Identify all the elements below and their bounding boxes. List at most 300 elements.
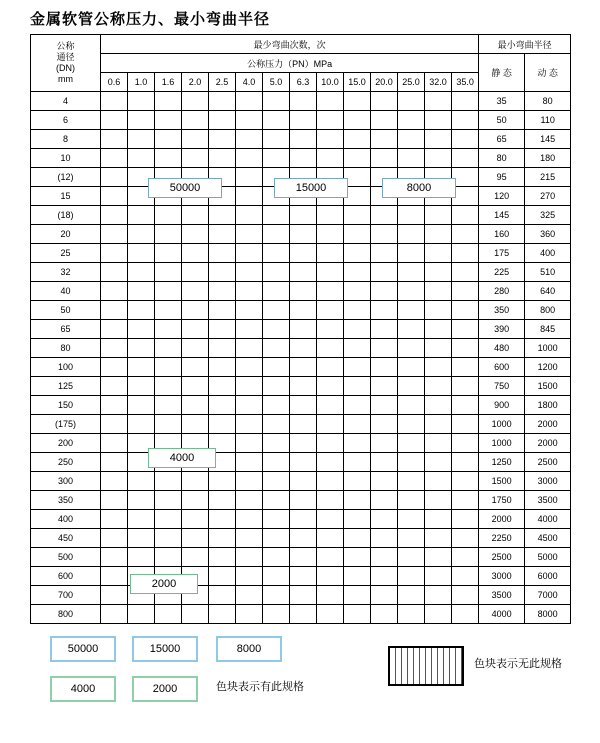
grid-cell — [425, 453, 452, 472]
grid-cell — [101, 453, 128, 472]
header-pn-value-10: 20.0 — [371, 73, 398, 92]
grid-cell — [263, 396, 290, 415]
grid-cell — [182, 415, 209, 434]
grid-cell — [371, 453, 398, 472]
grid-cell — [290, 130, 317, 149]
grid-cell — [398, 130, 425, 149]
grid-cell — [452, 472, 479, 491]
grid-cell — [371, 92, 398, 111]
grid-cell — [209, 339, 236, 358]
grid-cell — [209, 111, 236, 130]
grid-cell — [101, 168, 128, 187]
row-radius-dynamic: 360 — [525, 225, 571, 244]
grid-cell — [236, 586, 263, 605]
grid-cell — [101, 586, 128, 605]
grid-cell — [182, 529, 209, 548]
grid-cell — [317, 453, 344, 472]
grid-cell — [398, 491, 425, 510]
grid-cell — [452, 434, 479, 453]
grid-cell — [263, 358, 290, 377]
header-pn-value-5: 4.0 — [236, 73, 263, 92]
row-radius-dynamic: 3500 — [525, 491, 571, 510]
row-radius-dynamic: 3000 — [525, 472, 571, 491]
grid-cell — [344, 434, 371, 453]
row-dn-label: 25 — [31, 244, 101, 263]
header-pn-value-6: 5.0 — [263, 73, 290, 92]
grid-cell — [155, 130, 182, 149]
grid-cell — [182, 282, 209, 301]
grid-cell — [128, 320, 155, 339]
legend-color-note: 色块表示有此规格 — [216, 681, 304, 693]
grid-cell — [317, 358, 344, 377]
grid-cell — [236, 263, 263, 282]
table-row — [31, 529, 571, 548]
grid-cell — [290, 548, 317, 567]
table-header-row-1 — [31, 35, 571, 54]
grid-cell — [371, 377, 398, 396]
grid-cell — [101, 605, 128, 624]
grid-cell — [452, 377, 479, 396]
row-dn-label: 600 — [31, 567, 101, 586]
row-radius-dynamic: 6000 — [525, 567, 571, 586]
row-radius-static: 1000 — [479, 415, 525, 434]
grid-cell — [209, 301, 236, 320]
grid-cell — [182, 396, 209, 415]
grid-cell — [371, 301, 398, 320]
row-dn-label: (18) — [31, 206, 101, 225]
grid-cell — [209, 605, 236, 624]
grid-cell — [209, 567, 236, 586]
grid-cell — [182, 472, 209, 491]
grid-cell — [101, 263, 128, 282]
grid-cell — [236, 529, 263, 548]
grid-cell — [128, 529, 155, 548]
grid-cell — [398, 415, 425, 434]
grid-cell — [425, 320, 452, 339]
grid-cell — [209, 282, 236, 301]
row-dn-label: 125 — [31, 377, 101, 396]
grid-cell — [263, 282, 290, 301]
grid-cell — [182, 548, 209, 567]
grid-cell — [101, 225, 128, 244]
grid-cell — [263, 510, 290, 529]
grid-cell — [290, 92, 317, 111]
grid-cell — [317, 567, 344, 586]
grid-cell — [452, 263, 479, 282]
grid-cell — [344, 130, 371, 149]
table-row — [31, 149, 571, 168]
header-pn: 公称压力（PN）MPa — [101, 54, 479, 73]
grid-cell — [425, 92, 452, 111]
grid-cell — [128, 149, 155, 168]
grid-cell — [182, 510, 209, 529]
row-dn-label: 100 — [31, 358, 101, 377]
grid-cell — [425, 282, 452, 301]
grid-cell — [425, 491, 452, 510]
row-dn-label: 250 — [31, 453, 101, 472]
grid-cell — [236, 339, 263, 358]
grid-cell — [452, 586, 479, 605]
grid-cell — [128, 472, 155, 491]
grid-cell — [128, 301, 155, 320]
grid-cell — [209, 586, 236, 605]
grid-cell — [398, 149, 425, 168]
grid-cell — [236, 510, 263, 529]
grid-cell — [101, 206, 128, 225]
row-radius-static: 4000 — [479, 605, 525, 624]
grid-cell — [236, 130, 263, 149]
grid-cell — [452, 510, 479, 529]
grid-cell — [344, 453, 371, 472]
grid-cell — [128, 605, 155, 624]
grid-cell — [452, 358, 479, 377]
header-pn-value-4: 2.5 — [209, 73, 236, 92]
grid-cell — [344, 282, 371, 301]
row-radius-dynamic: 145 — [525, 130, 571, 149]
grid-cell — [101, 339, 128, 358]
grid-cell — [398, 206, 425, 225]
grid-cell — [371, 358, 398, 377]
table-row — [31, 320, 571, 339]
grid-cell — [290, 415, 317, 434]
grid-cell — [398, 548, 425, 567]
grid-cell — [101, 358, 128, 377]
grid-cell — [317, 244, 344, 263]
grid-cell — [344, 263, 371, 282]
grid-cell — [317, 130, 344, 149]
table-row — [31, 548, 571, 567]
row-radius-dynamic: 2500 — [525, 453, 571, 472]
grid-cell — [128, 263, 155, 282]
grid-cell — [452, 301, 479, 320]
grid-cell — [317, 472, 344, 491]
grid-cell — [371, 149, 398, 168]
grid-cell — [236, 168, 263, 187]
grid-cell — [236, 244, 263, 263]
grid-cell — [290, 529, 317, 548]
grid-cell — [155, 472, 182, 491]
grid-cell — [371, 320, 398, 339]
grid-cell — [452, 111, 479, 130]
grid-cell — [128, 111, 155, 130]
grid-cell — [344, 111, 371, 130]
grid-cell — [236, 396, 263, 415]
grid-cell — [182, 301, 209, 320]
grid-cell — [263, 434, 290, 453]
grid-cell — [344, 358, 371, 377]
header-pn-value-11: 25.0 — [398, 73, 425, 92]
grid-cell — [317, 111, 344, 130]
grid-cell — [317, 586, 344, 605]
value-box-2000: 2000 — [130, 574, 198, 594]
grid-cell — [290, 491, 317, 510]
grid-cell — [371, 510, 398, 529]
grid-cell — [317, 301, 344, 320]
grid-cell — [101, 434, 128, 453]
header-bend-count: 最少弯曲次数，次 — [101, 35, 479, 54]
grid-cell — [101, 529, 128, 548]
grid-cell — [236, 111, 263, 130]
grid-cell — [209, 529, 236, 548]
grid-cell — [290, 453, 317, 472]
grid-cell — [182, 377, 209, 396]
row-radius-dynamic: 4500 — [525, 529, 571, 548]
value-box-50000: 50000 — [148, 178, 222, 198]
spec-table — [30, 34, 571, 624]
grid-cell — [398, 472, 425, 491]
row-radius-dynamic: 7000 — [525, 586, 571, 605]
grid-cell — [371, 491, 398, 510]
grid-cell — [425, 130, 452, 149]
table-row — [31, 301, 571, 320]
grid-cell — [236, 149, 263, 168]
value-box-8000: 8000 — [382, 178, 456, 198]
table-row — [31, 491, 571, 510]
grid-cell — [155, 149, 182, 168]
header-bend-radius: 最小弯曲半径 — [479, 35, 571, 54]
row-dn-label: 65 — [31, 320, 101, 339]
grid-cell — [317, 282, 344, 301]
header-pn-value-12: 32.0 — [425, 73, 452, 92]
header-dn-line-2: (DN) — [56, 63, 75, 73]
legend-item-2000: 2000 — [132, 676, 198, 702]
header-radius-dynamic: 动 态 — [525, 54, 571, 92]
grid-cell — [398, 586, 425, 605]
row-dn-label: 50 — [31, 301, 101, 320]
grid-cell — [263, 529, 290, 548]
table-row — [31, 377, 571, 396]
grid-cell — [425, 301, 452, 320]
grid-cell — [182, 206, 209, 225]
grid-cell — [155, 529, 182, 548]
grid-cell — [263, 92, 290, 111]
table-row — [31, 358, 571, 377]
grid-cell — [398, 244, 425, 263]
spec-table-wrapper — [30, 34, 570, 624]
grid-cell — [371, 529, 398, 548]
row-radius-dynamic: 640 — [525, 282, 571, 301]
grid-cell — [263, 149, 290, 168]
grid-cell — [344, 605, 371, 624]
grid-cell — [290, 263, 317, 282]
grid-cell — [290, 282, 317, 301]
grid-cell — [317, 396, 344, 415]
grid-cell — [317, 206, 344, 225]
grid-cell — [155, 358, 182, 377]
grid-cell — [128, 491, 155, 510]
grid-cell — [236, 377, 263, 396]
grid-cell — [371, 586, 398, 605]
grid-cell — [344, 510, 371, 529]
grid-cell — [128, 548, 155, 567]
row-dn-label: 300 — [31, 472, 101, 491]
grid-cell — [398, 225, 425, 244]
grid-cell — [155, 605, 182, 624]
grid-cell — [101, 111, 128, 130]
grid-cell — [290, 206, 317, 225]
grid-cell — [371, 263, 398, 282]
grid-cell — [344, 396, 371, 415]
table-row — [31, 244, 571, 263]
row-dn-label: 450 — [31, 529, 101, 548]
row-radius-dynamic: 1200 — [525, 358, 571, 377]
grid-cell — [101, 130, 128, 149]
grid-cell — [398, 529, 425, 548]
grid-cell — [236, 187, 263, 206]
grid-cell — [344, 301, 371, 320]
grid-cell — [128, 92, 155, 111]
row-dn-label: 4 — [31, 92, 101, 111]
header-pn-value-1: 1.0 — [128, 73, 155, 92]
grid-cell — [155, 396, 182, 415]
row-dn-label: 150 — [31, 396, 101, 415]
grid-cell — [425, 586, 452, 605]
grid-cell — [425, 510, 452, 529]
grid-cell — [101, 415, 128, 434]
row-radius-static: 95 — [479, 168, 525, 187]
grid-cell — [236, 320, 263, 339]
grid-cell — [371, 206, 398, 225]
grid-cell — [398, 320, 425, 339]
grid-cell — [101, 548, 128, 567]
grid-cell — [344, 529, 371, 548]
grid-cell — [182, 111, 209, 130]
grid-cell — [209, 472, 236, 491]
grid-cell — [182, 225, 209, 244]
grid-cell — [425, 263, 452, 282]
row-radius-static: 120 — [479, 187, 525, 206]
grid-cell — [101, 567, 128, 586]
grid-cell — [452, 605, 479, 624]
grid-cell — [425, 472, 452, 491]
grid-cell — [425, 434, 452, 453]
grid-cell — [263, 263, 290, 282]
row-radius-dynamic: 8000 — [525, 605, 571, 624]
grid-cell — [101, 301, 128, 320]
grid-cell — [236, 567, 263, 586]
grid-cell — [263, 206, 290, 225]
grid-cell — [452, 567, 479, 586]
grid-cell — [182, 339, 209, 358]
grid-cell — [290, 244, 317, 263]
grid-cell — [344, 415, 371, 434]
table-row — [31, 453, 571, 472]
row-dn-label: 20 — [31, 225, 101, 244]
grid-cell — [128, 377, 155, 396]
grid-cell — [182, 491, 209, 510]
row-radius-static: 1500 — [479, 472, 525, 491]
row-radius-dynamic: 5000 — [525, 548, 571, 567]
grid-cell — [290, 111, 317, 130]
row-radius-dynamic: 215 — [525, 168, 571, 187]
row-radius-static: 480 — [479, 339, 525, 358]
row-radius-dynamic: 2000 — [525, 434, 571, 453]
grid-cell — [155, 244, 182, 263]
grid-cell — [452, 415, 479, 434]
grid-cell — [236, 434, 263, 453]
grid-cell — [236, 92, 263, 111]
grid-cell — [425, 339, 452, 358]
table-row — [31, 282, 571, 301]
grid-cell — [236, 358, 263, 377]
row-radius-dynamic: 270 — [525, 187, 571, 206]
table-row — [31, 130, 571, 149]
row-dn-label: 350 — [31, 491, 101, 510]
row-dn-label: (175) — [31, 415, 101, 434]
row-radius-static: 50 — [479, 111, 525, 130]
row-radius-static: 175 — [479, 244, 525, 263]
grid-cell — [452, 244, 479, 263]
grid-cell — [155, 111, 182, 130]
table-row — [31, 605, 571, 624]
grid-cell — [209, 358, 236, 377]
grid-cell — [155, 377, 182, 396]
grid-cell — [317, 491, 344, 510]
grid-cell — [182, 263, 209, 282]
grid-cell — [101, 320, 128, 339]
grid-cell — [209, 377, 236, 396]
grid-cell — [209, 149, 236, 168]
row-radius-dynamic: 1500 — [525, 377, 571, 396]
grid-cell — [263, 377, 290, 396]
grid-cell — [290, 301, 317, 320]
legend-item-8000: 8000 — [216, 636, 282, 662]
grid-cell — [398, 510, 425, 529]
legend — [30, 632, 570, 722]
grid-cell — [263, 548, 290, 567]
grid-cell — [425, 548, 452, 567]
grid-cell — [317, 225, 344, 244]
legend-hatch-note: 色块表示无此规格 — [474, 658, 562, 670]
grid-cell — [452, 225, 479, 244]
grid-cell — [101, 377, 128, 396]
grid-cell — [290, 586, 317, 605]
grid-cell — [209, 320, 236, 339]
legend-item-4000: 4000 — [50, 676, 116, 702]
row-radius-static: 350 — [479, 301, 525, 320]
grid-cell — [344, 586, 371, 605]
grid-cell — [209, 510, 236, 529]
row-radius-static: 280 — [479, 282, 525, 301]
row-dn-label: (12) — [31, 168, 101, 187]
row-dn-label: 400 — [31, 510, 101, 529]
grid-cell — [452, 339, 479, 358]
grid-cell — [155, 92, 182, 111]
grid-cell — [155, 510, 182, 529]
grid-cell — [398, 339, 425, 358]
grid-cell — [317, 149, 344, 168]
grid-cell — [344, 377, 371, 396]
header-pn-value-8: 10.0 — [317, 73, 344, 92]
grid-cell — [317, 548, 344, 567]
grid-cell — [128, 206, 155, 225]
row-dn-label: 40 — [31, 282, 101, 301]
row-radius-static: 65 — [479, 130, 525, 149]
grid-cell — [101, 396, 128, 415]
row-radius-static: 390 — [479, 320, 525, 339]
row-dn-label: 80 — [31, 339, 101, 358]
row-radius-static: 900 — [479, 396, 525, 415]
header-pn-value-2: 1.6 — [155, 73, 182, 92]
grid-cell — [290, 396, 317, 415]
grid-cell — [128, 396, 155, 415]
grid-cell — [263, 339, 290, 358]
legend-hatch-swatch — [388, 646, 464, 686]
table-row — [31, 339, 571, 358]
grid-cell — [128, 358, 155, 377]
grid-cell — [425, 225, 452, 244]
grid-cell — [398, 434, 425, 453]
